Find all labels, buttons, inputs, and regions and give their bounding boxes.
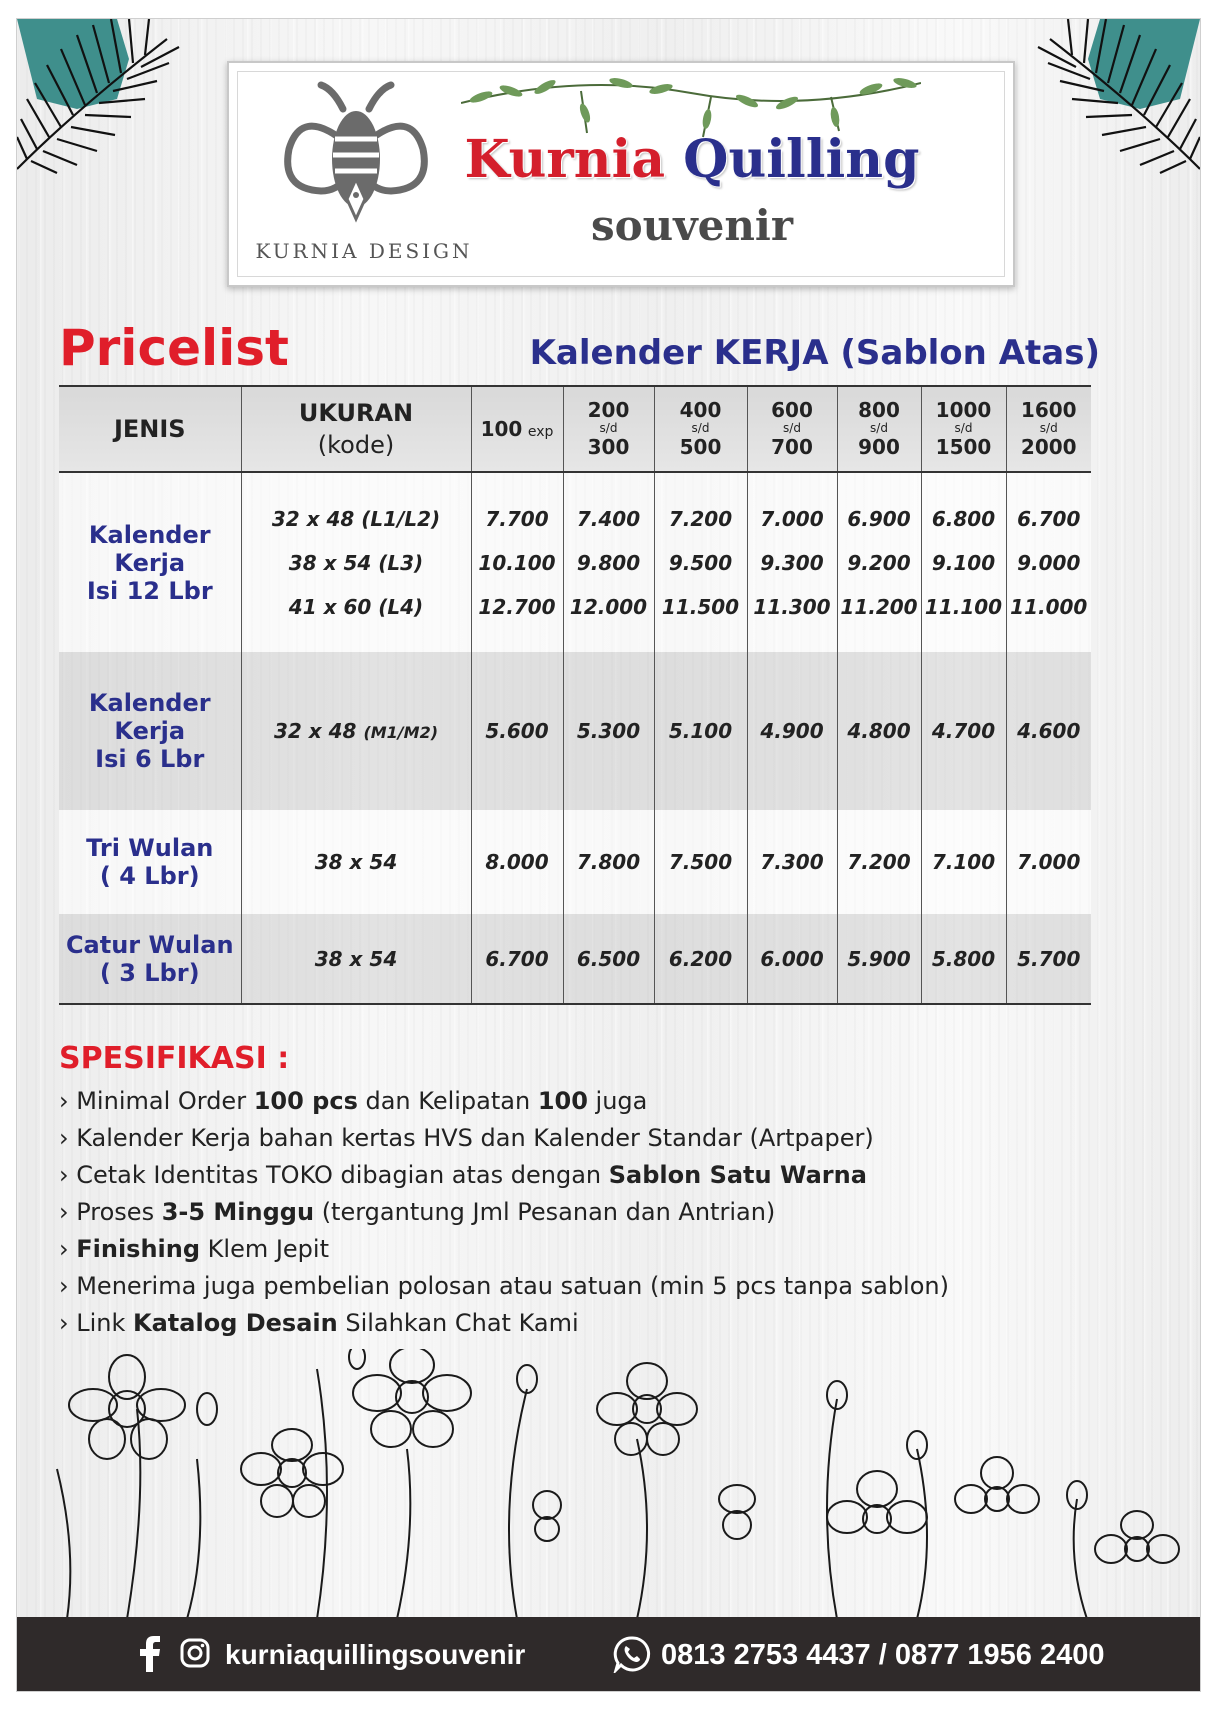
- spec-item-text: Katalog Desain: [133, 1309, 338, 1337]
- pricelist-heading: Pricelist: [59, 319, 289, 377]
- header-qty-100: 100 exp: [471, 386, 563, 472]
- header-jenis: JENIS: [59, 386, 241, 472]
- price-cell: 7.200: [837, 810, 921, 914]
- spec-item-text: › Kalender Kerja bahan kertas HVS dan Kalender Standar (Artpaper): [59, 1124, 874, 1152]
- header-qty-400-500: 400 s/d 500: [654, 386, 747, 472]
- logo-caption: KURNIA DESIGN: [255, 239, 473, 263]
- header-qty-200-300: 200 s/d 300: [563, 386, 654, 472]
- brand-title: [457, 129, 927, 190]
- ukuran-cell: 32 x 48 (L1/L2) 38 x 54 (L3) 41 x 60 (L4): [241, 472, 471, 652]
- price-cell: 6.900 9.200 11.200: [837, 472, 921, 652]
- price-cell: 6.200: [654, 914, 747, 1004]
- price-cell: 5.800: [921, 914, 1006, 1004]
- spec-item-text: Klem Jepit: [200, 1235, 329, 1263]
- spec-item: [59, 1083, 949, 1120]
- spec-item-text: Finishing: [76, 1235, 201, 1263]
- specifications-list: [59, 1083, 949, 1342]
- spec-item: [59, 1231, 949, 1268]
- spec-item-text: (tergantung Jml Pesanan dan Antrian): [314, 1198, 776, 1226]
- spec-item: [59, 1120, 949, 1157]
- pricelist-poster: [16, 18, 1201, 1692]
- price-cell: 7.400 9.800 12.000: [563, 472, 654, 652]
- price-cell: 7.700 10.100 12.700: [471, 472, 563, 652]
- price-cell: 7.200 9.500 11.500: [654, 472, 747, 652]
- price-cell: 5.700: [1006, 914, 1091, 1004]
- table-row: [59, 652, 1091, 810]
- ukuran-cell: 32 x 48 (M1/M2): [241, 652, 471, 810]
- palm-leaf-right-decoration: [1030, 19, 1200, 179]
- table-row: [59, 472, 1091, 652]
- price-cell: 6.700: [471, 914, 563, 1004]
- social-handle[interactable]: kurniaquillingsouvenir: [225, 1639, 526, 1670]
- price-cell: 7.100: [921, 810, 1006, 914]
- spec-item: [59, 1157, 949, 1194]
- jenis-cell: Catur Wulan ( 3 Lbr): [59, 914, 241, 1004]
- header-ukuran: UKURAN (kode): [241, 386, 471, 472]
- spec-item: [59, 1268, 949, 1305]
- spec-item-text: 100 pcs: [253, 1087, 358, 1115]
- spec-item-text: Sablon Satu Warna: [608, 1161, 867, 1189]
- price-cell: 8.000: [471, 810, 563, 914]
- price-cell: 5.100: [654, 652, 747, 810]
- price-cell: 6.000: [747, 914, 837, 1004]
- spec-item-text: 100: [537, 1087, 588, 1115]
- instagram-icon[interactable]: [180, 1638, 210, 1668]
- header-qty-800-900: 800 s/d 900: [837, 386, 921, 472]
- header-qty-1600-2000: 1600 s/d 2000: [1006, 386, 1091, 472]
- spec-item-text: › Link: [59, 1309, 134, 1337]
- spec-item: [59, 1194, 949, 1231]
- price-cell: 4.800: [837, 652, 921, 810]
- price-cell: 7.500: [654, 810, 747, 914]
- table-row: [59, 810, 1091, 914]
- spec-item-text: › Cetak Identitas TOKO dibagian atas dengan: [59, 1161, 609, 1189]
- ukuran-cell: 38 x 54: [241, 810, 471, 914]
- price-cell: 7.000: [1006, 810, 1091, 914]
- spec-item: [59, 1305, 949, 1342]
- jenis-cell: Tri Wulan ( 4 Lbr): [59, 810, 241, 914]
- price-cell: 7.300: [747, 810, 837, 914]
- jenis-cell: Kalender Kerja Isi 12 Lbr: [59, 472, 241, 652]
- jenis-cell: Kalender Kerja Isi 6 Lbr: [59, 652, 241, 810]
- spec-item-text: juga: [587, 1087, 648, 1115]
- footer-contact-bar: [17, 1617, 1200, 1691]
- price-cell: 7.800: [563, 810, 654, 914]
- spec-item-text: › Proses: [59, 1198, 162, 1226]
- price-cell: 7.000 9.300 11.300: [747, 472, 837, 652]
- spec-item-text: 3-5 Minggu: [161, 1198, 315, 1226]
- spec-item-text: Silahkan Chat Kami: [337, 1309, 579, 1337]
- flower-line-art-decoration: [17, 1349, 1200, 1619]
- facebook-icon[interactable]: [137, 1636, 161, 1672]
- spec-item-text: › Menerima juga pembelian polosan atau satuan (min 5 pcs tanpa sablon): [59, 1272, 949, 1300]
- brand-title-part1: Kurnia: [464, 129, 666, 190]
- price-cell: 6.500: [563, 914, 654, 1004]
- specifications-title: SPESIFIKASI :: [59, 1041, 290, 1076]
- price-cell: 6.800 9.100 11.100: [921, 472, 1006, 652]
- spec-item-text: dan Kelipatan: [357, 1087, 538, 1115]
- header-qty-600-700: 600 s/d 700: [747, 386, 837, 472]
- price-cell: 6.700 9.000 11.000: [1006, 472, 1091, 652]
- price-cell: 4.700: [921, 652, 1006, 810]
- table-row: [59, 914, 1091, 1004]
- table-header-row: [59, 386, 1091, 472]
- palm-leaf-left-decoration: [17, 19, 187, 179]
- header-qty-1000-1500: 1000 s/d 1500: [921, 386, 1006, 472]
- ukuran-cell: 38 x 54: [241, 914, 471, 1004]
- price-cell: 5.600: [471, 652, 563, 810]
- price-table: [59, 385, 1091, 1005]
- price-cell: 4.600: [1006, 652, 1091, 810]
- brand-subtitle: souvenir: [591, 201, 793, 250]
- price-cell: 5.900: [837, 914, 921, 1004]
- brand-title-part2: Quilling: [683, 129, 920, 190]
- product-heading: Kalender KERJA (Sablon Atas): [529, 333, 1100, 373]
- bee-logo-icon: [281, 79, 431, 229]
- brand-header-card: [227, 61, 1015, 287]
- spec-item-text: › Minimal Order: [59, 1087, 254, 1115]
- price-cell: 4.900: [747, 652, 837, 810]
- whatsapp-icon[interactable]: [613, 1635, 651, 1673]
- phone-numbers[interactable]: 0813 2753 4437 / 0877 1956 2400: [661, 1639, 1105, 1671]
- spec-item-text: ›: [59, 1235, 77, 1263]
- price-cell: 5.300: [563, 652, 654, 810]
